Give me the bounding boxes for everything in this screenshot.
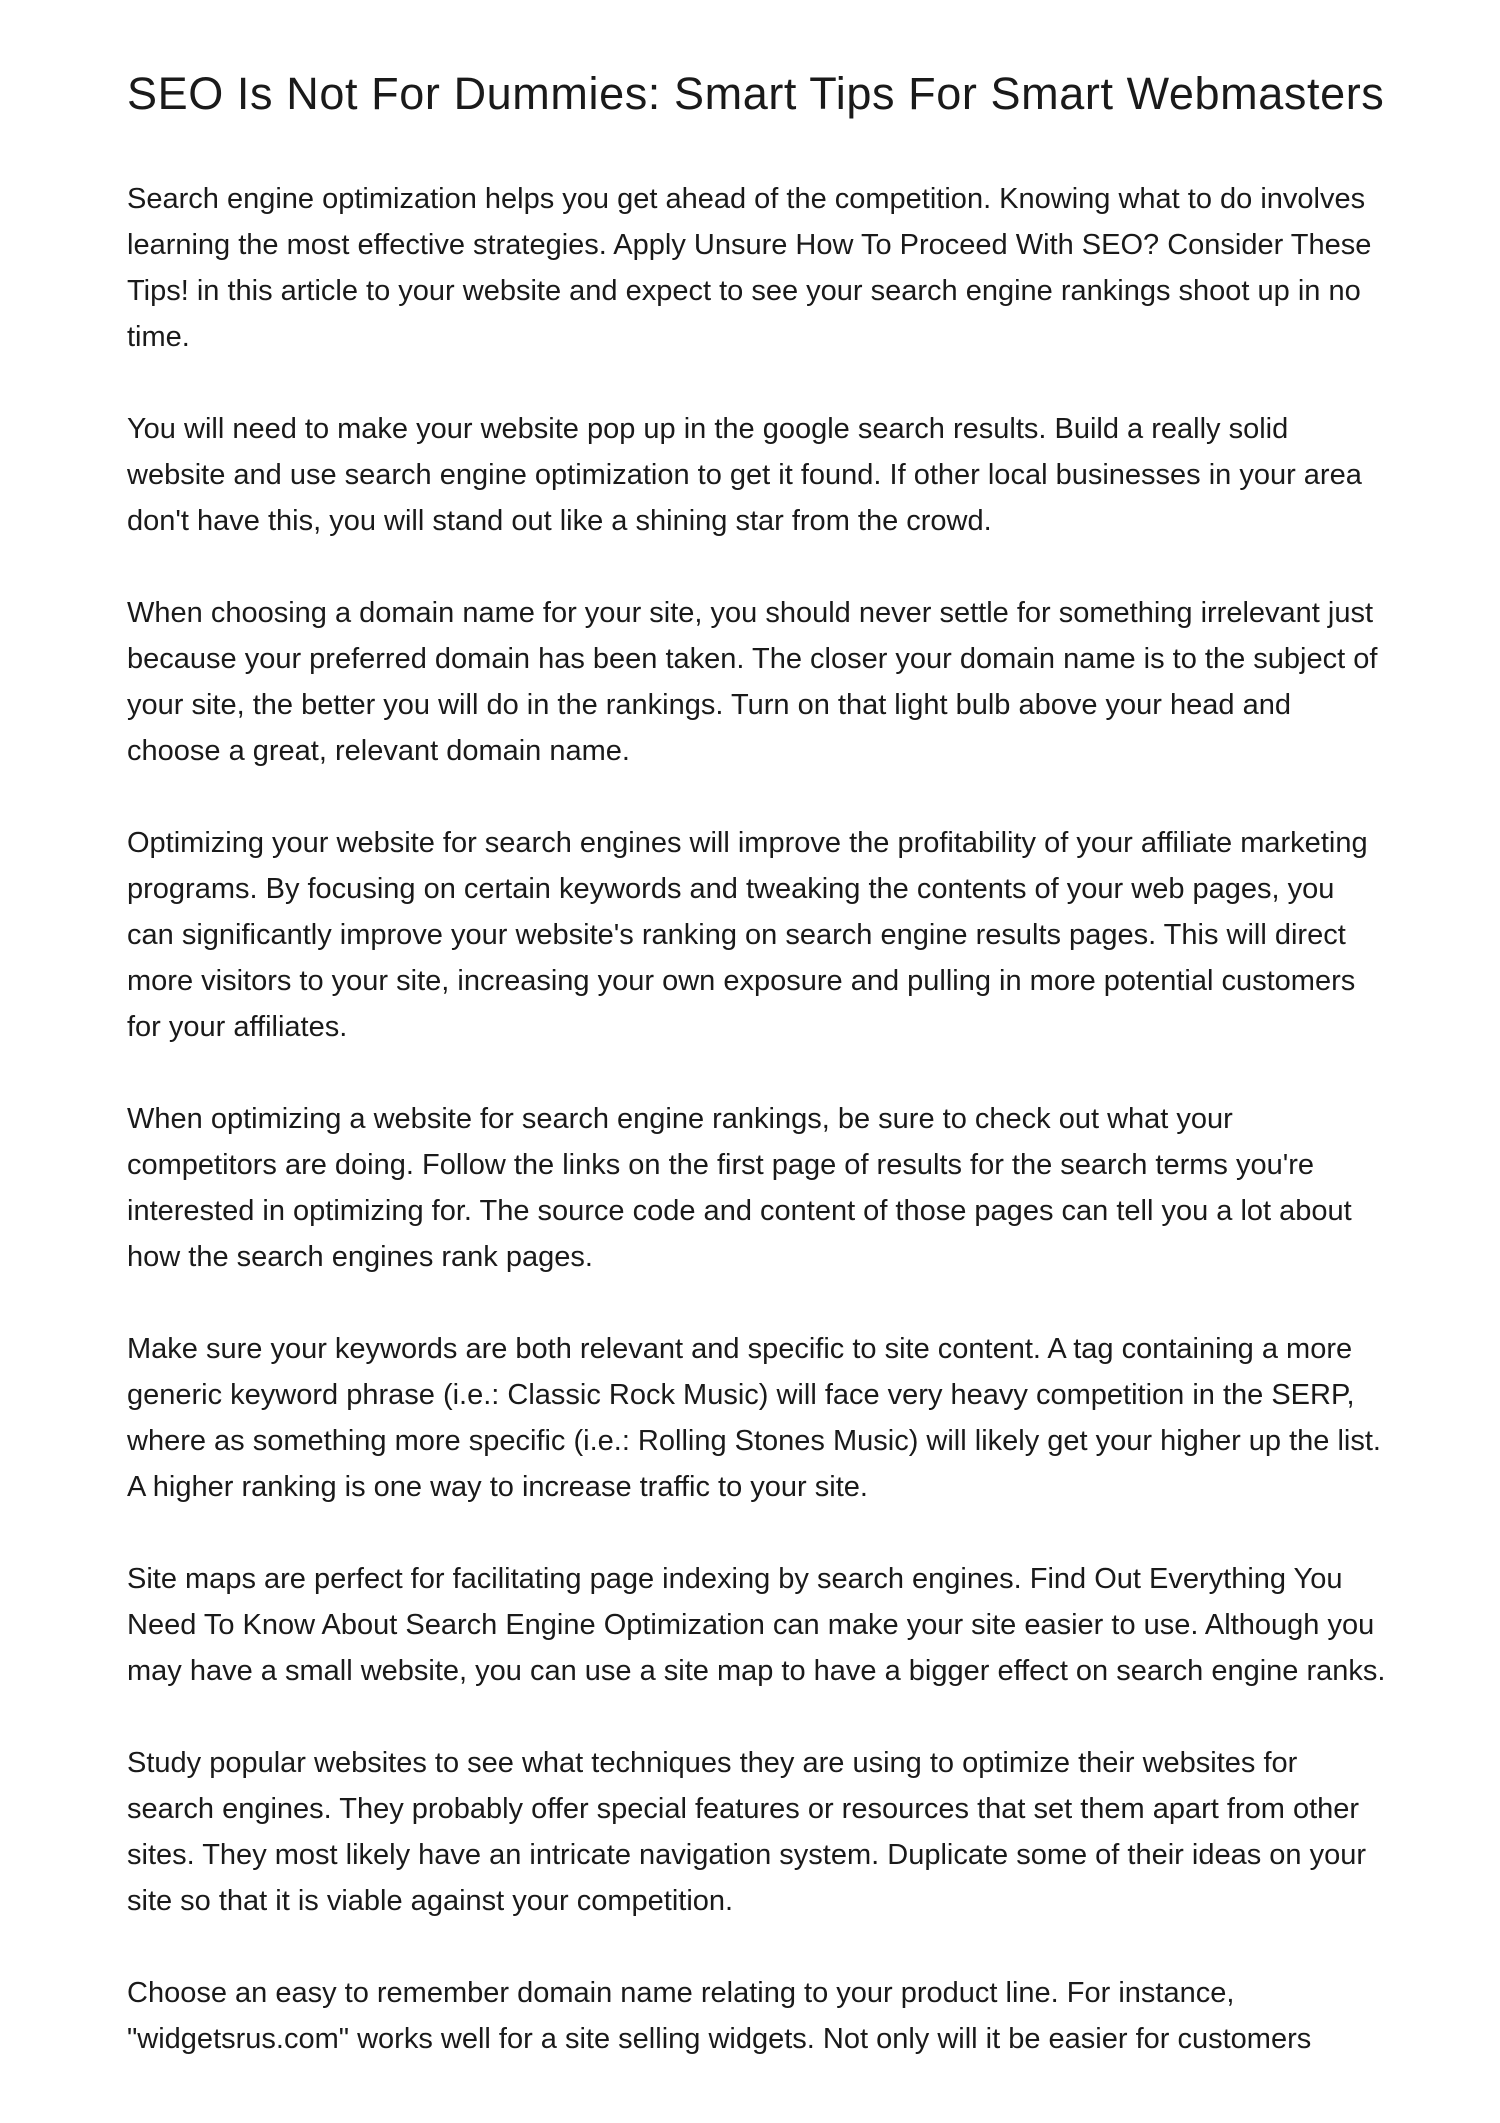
paragraph-2: You will need to make your website pop up in the google search results. Build a really solid website and use search engine optimization to get it found. If other local businesses in your area don't have this, you will stand out like a shining star from the crowd.: [127, 413, 1362, 537]
paragraph-5: When optimizing a website for search engine rankings, be sure to check out what your competitors are doing. Follow the links on the first page of results for the search terms you're interested in optimizing for. The source code and content of those pages can tell you a lot about how the search engines rank pages.: [127, 1103, 1352, 1273]
paragraph-8: Study popular websites to see what techniques they are using to optimize their websites for search engines. They probably offer special features or resources that set them apart from other sites. They most likely have an intricate navigation system. Duplicate some of their ideas on your site so that it is viable against your competition.: [127, 1747, 1366, 1917]
document-title: SEO Is Not For Dummies: Smart Tips For Smart Webmasters: [127, 68, 1385, 119]
paragraph-9: Choose an easy to remember domain name relating to your product line. For instance, "widgetsrus.com" works well for a site selling widgets. Not only will it be easier for customers: [127, 1977, 1312, 2055]
paragraph-3: When choosing a domain name for your site, you should never settle for something irrelevant just because your preferred domain has been taken. The closer your domain name is to the subject of your site, the better you will do in the rankings. Turn on that light bulb above your head and choose a great, relevant domain name.: [127, 597, 1378, 767]
document-page: [127, 62, 1387, 2108]
paragraph-6: Make sure your keywords are both relevant and specific to site content. A tag containing a more generic keyword phrase (i.e.: Classic Rock Music) will face very heavy competition in the SERP, where as something more specific (i.e.: Rolling Stones Music) will likely get your higher up the list. A higher ranking is one way to increase traffic to your site.: [127, 1333, 1381, 1503]
paragraph-4: Optimizing your website for search engines will improve the profitability of your affiliate marketing programs. By focusing on certain keywords and tweaking the contents of your web pages, you can significantly improve your website's ranking on search engine results pages. This will direct more visitors to your site, increasing your own exposure and pulling in more potential customers for your affiliates.: [127, 827, 1368, 1043]
paragraph-1: Search engine optimization helps you get ahead of the competition. Knowing what to do involves learning the most effective strategies. Apply Unsure How To Proceed With SEO? Consider These Tips! in this article to your website and expect to see your search engine rankings shoot up in no time.: [127, 183, 1372, 353]
paragraph-7: Site maps are perfect for facilitating page indexing by search engines. Find Out Everything You Need To Know About Search Engine Optimization can make your site easier to use. Although you may have a small website, you can use a site map to have a bigger effect on search engine ranks.: [127, 1563, 1386, 1687]
